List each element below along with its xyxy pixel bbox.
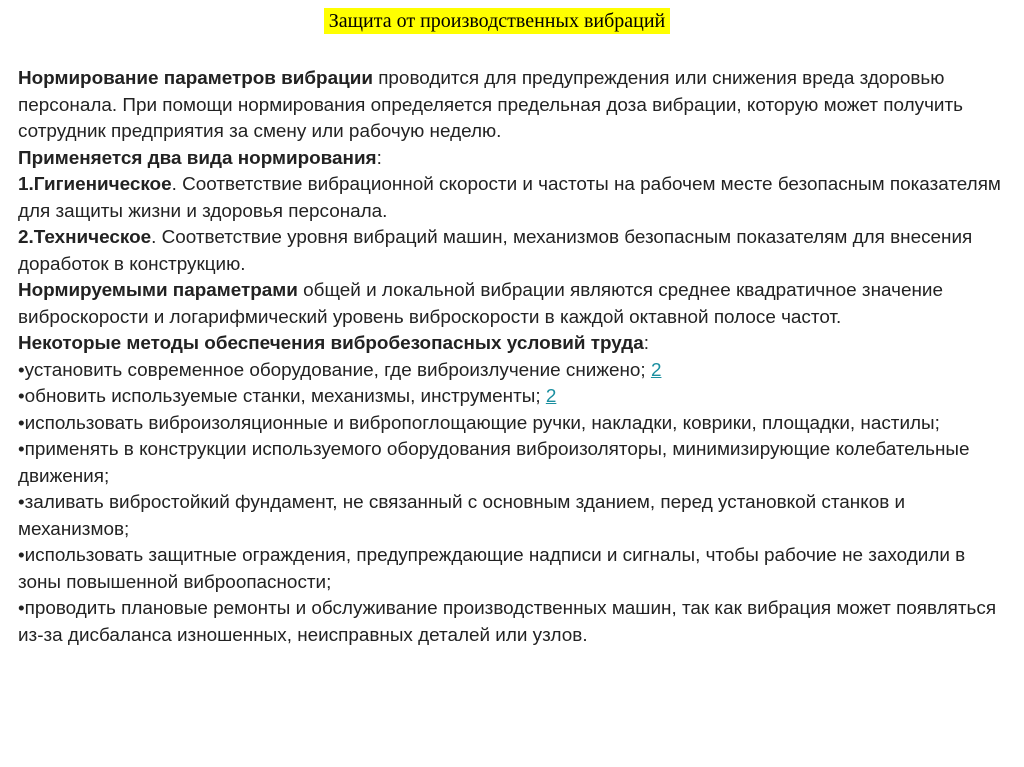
bold-term: Нормирование параметров вибрации bbox=[18, 68, 373, 89]
bold-term: 1.Гигиеническое bbox=[18, 174, 172, 195]
reference-link[interactable]: 2 bbox=[545, 386, 557, 407]
bullet-text: •проводить плановые ремонты и обслуживание производственных машин, так как вибрация может появляться из-за дисбаланса изношенных, неисправных деталей или узлов. bbox=[18, 598, 997, 646]
bullet-text: •установить современное оборудование, где виброизлучение снижено; bbox=[18, 359, 651, 381]
paragraph-parameters bbox=[18, 278, 1008, 331]
bold-term: Применяется два вида нормирования bbox=[18, 147, 377, 169]
bullet-text: •заливать вибростойкий фундамент, не связанный с основным зданием, перед установкой станков и механизмов; bbox=[18, 492, 906, 540]
bold-term: 2.Техническое bbox=[18, 227, 152, 248]
reference-link[interactable]: 2 bbox=[650, 359, 662, 381]
paragraph-norming bbox=[18, 66, 1008, 146]
paragraph-norming-types bbox=[18, 146, 1008, 173]
paragraph-text: . Соответствие уровня вибраций машин, механизмов безопасным показателям для внесения доработок в конструкцию. bbox=[18, 227, 973, 275]
bold-term: Нормируемыми параметрами bbox=[18, 280, 298, 301]
bullet-item bbox=[18, 437, 1008, 490]
paragraph-text: проводится для предупреждения или снижения вреда здоровью персонала. При помощи нормирования определяется предельная доза вибрации, которую может получить сотрудник предприятия за смену или рабочую неделю. bbox=[18, 68, 963, 142]
slide-body bbox=[18, 66, 1008, 649]
paragraph-text: : bbox=[376, 147, 382, 169]
paragraph-text: : bbox=[643, 333, 650, 354]
bullet-item bbox=[18, 543, 1008, 596]
bullet-item bbox=[18, 596, 1008, 649]
paragraph-hygienic bbox=[18, 172, 1008, 225]
bullet-item bbox=[18, 411, 1008, 438]
title-container bbox=[0, 8, 1024, 34]
bullet-text: •использовать виброизоляционные и вибропоглощающие ручки, накладки, коврики, площадки, настилы; bbox=[18, 412, 940, 434]
bullet-item bbox=[18, 384, 1008, 411]
bold-term: Некоторые методы обеспечения вибробезопасных условий труда bbox=[18, 333, 644, 354]
paragraph-methods bbox=[18, 331, 1008, 358]
bullet-text: •обновить используемые станки, механизмы, инструменты; bbox=[18, 386, 546, 407]
bullet-text: •использовать защитные ограждения, предупреждающие надписи и сигналы, чтобы рабочие не заходили в зоны повышенной виброопасности; bbox=[18, 545, 966, 593]
paragraph-text: . Соответствие вибрационной скорости и частоты на рабочем месте безопасным показателям для защиты жизни и здоровья персонала. bbox=[18, 174, 1001, 222]
paragraph-text: общей и локальной вибрации являются среднее квадратичное значение виброскорости и логарифмический уровень виброскорости в каждой октавной полосе частот. bbox=[18, 280, 943, 328]
bullet-text: •применять в конструкции используемого оборудования виброизоляторы, минимизирующие колебательные движения; bbox=[18, 439, 970, 487]
bullet-item bbox=[18, 358, 1008, 385]
slide-title: Защита от производственных вибраций bbox=[324, 8, 671, 34]
paragraph-technical bbox=[18, 225, 1008, 278]
bullet-item bbox=[18, 490, 1008, 543]
